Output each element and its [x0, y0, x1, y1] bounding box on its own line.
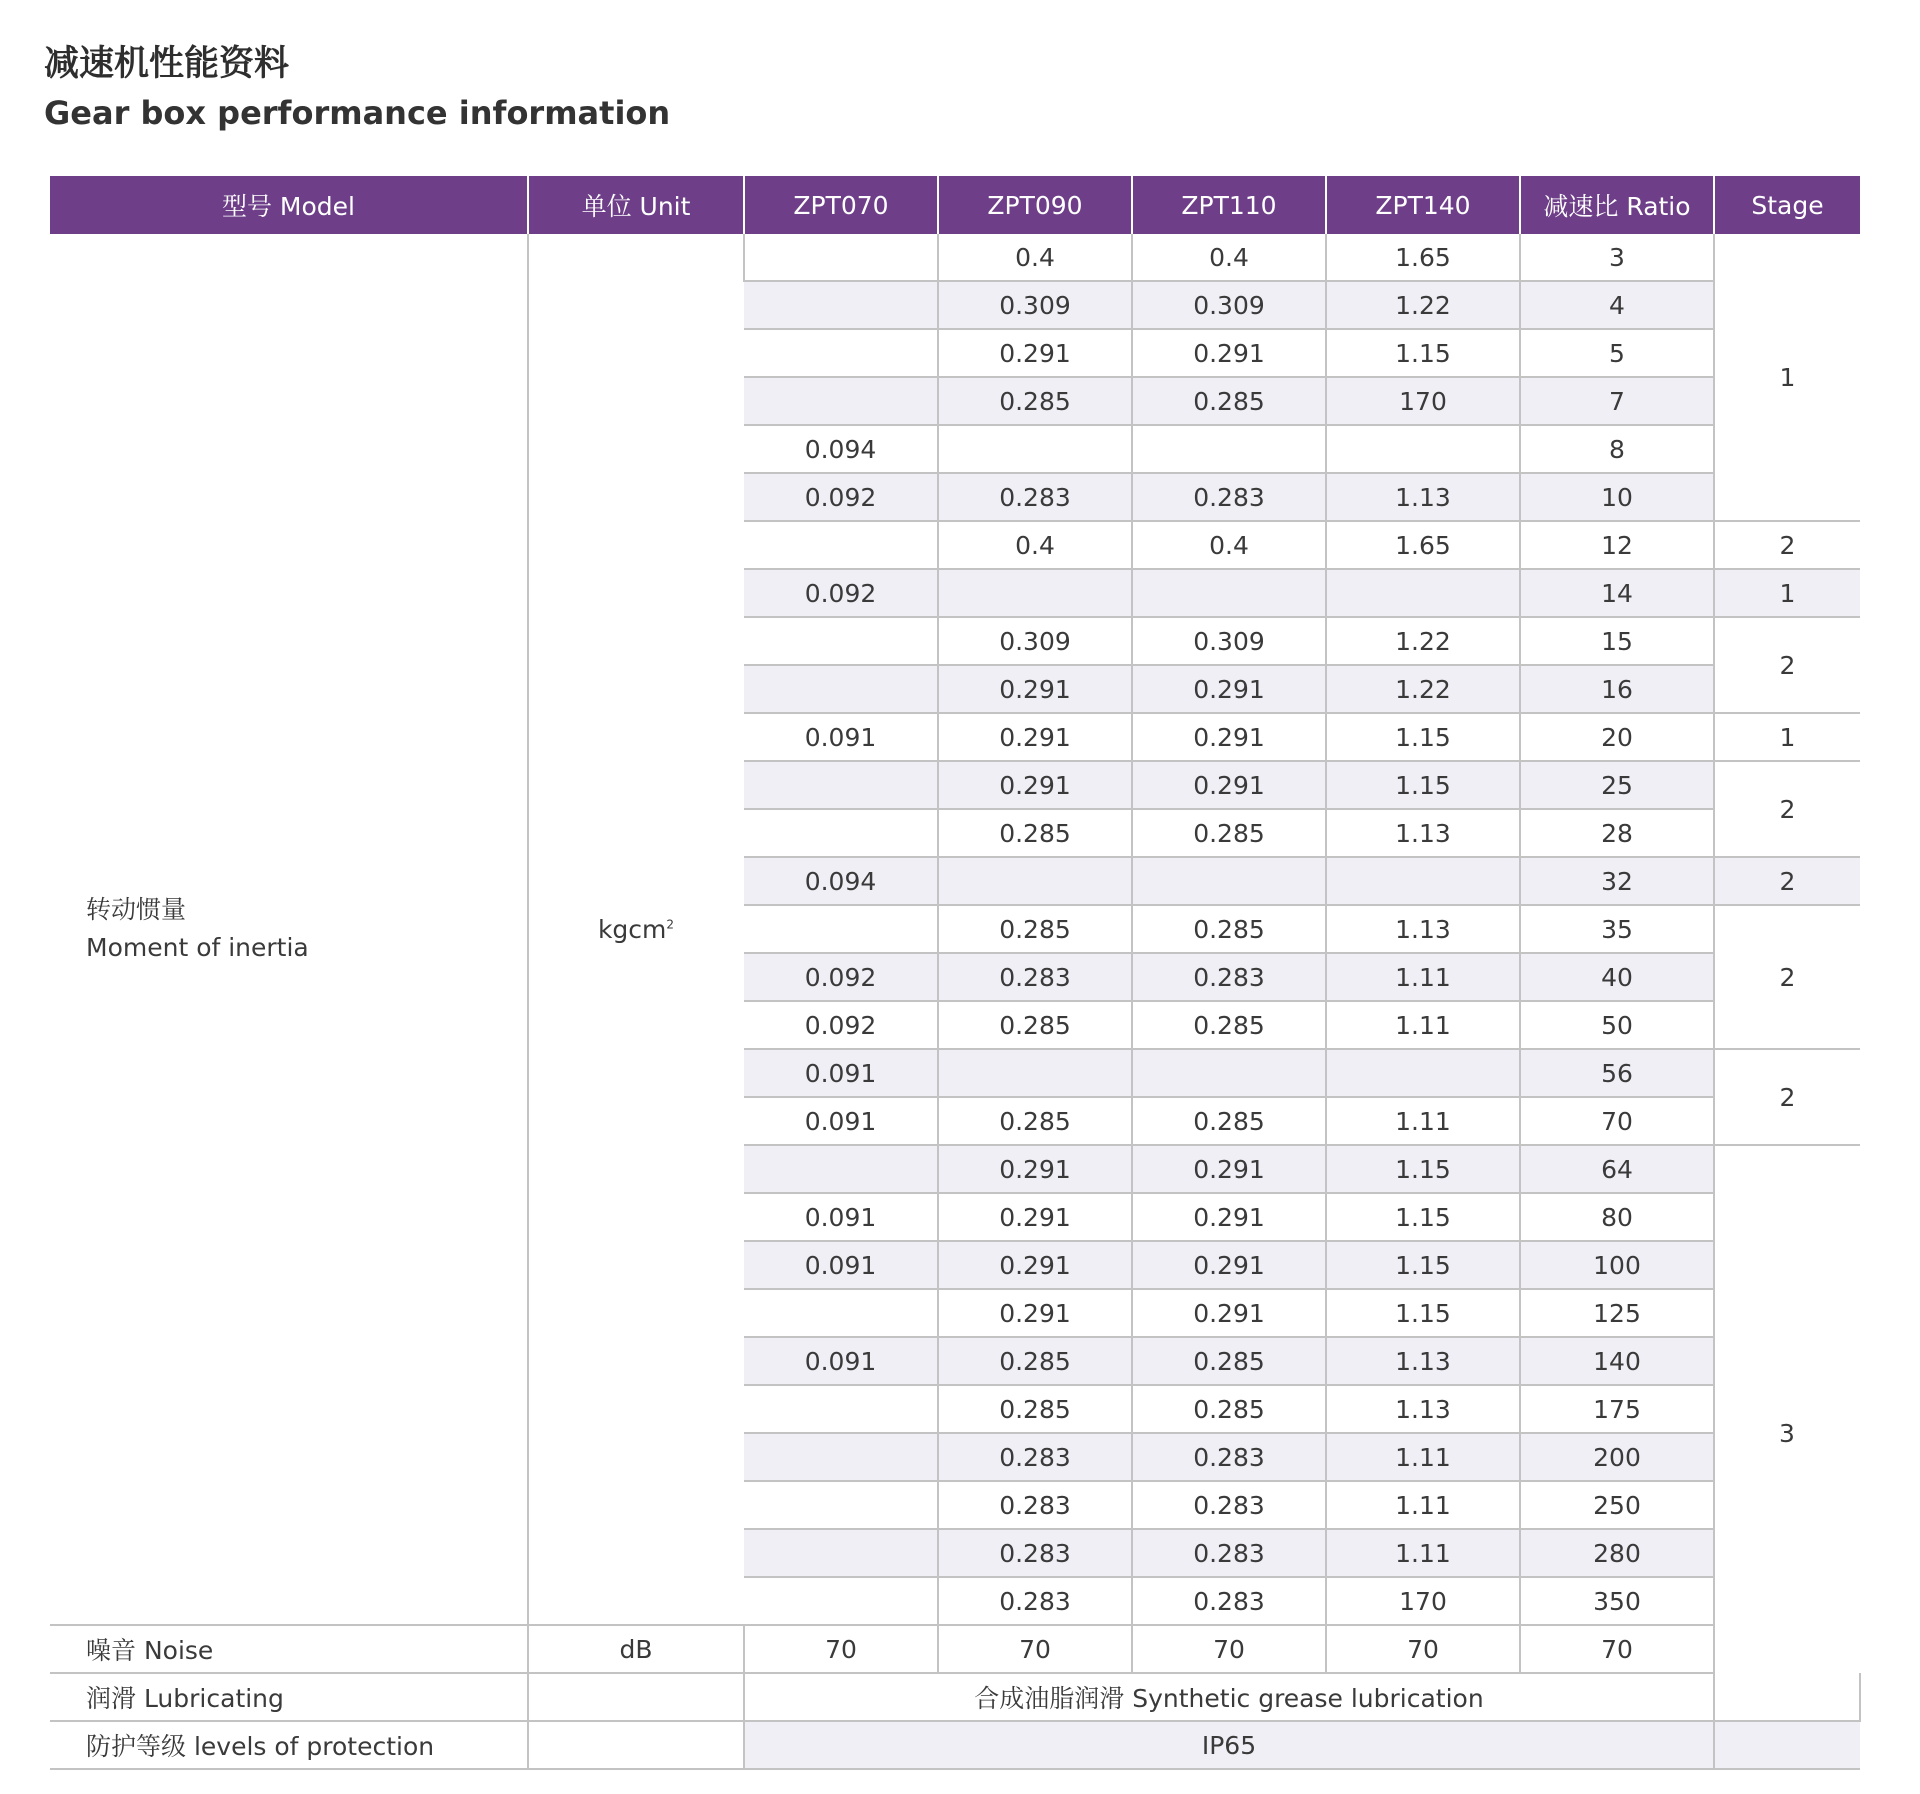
cell-ratio: 125: [1520, 1289, 1714, 1337]
cell-zpt140: 1.11: [1326, 953, 1520, 1001]
cell-zpt140: [1326, 857, 1520, 905]
cell-zpt140: 1.15: [1326, 1145, 1520, 1193]
cell-zpt090: 0.4: [938, 521, 1132, 569]
noise-zpt140: 70: [1326, 1625, 1520, 1673]
cell-zpt110: 0.283: [1132, 953, 1326, 1001]
cell-ratio: 28: [1520, 809, 1714, 857]
inertia-label-cn: 转动惯量: [86, 895, 187, 924]
cell-stage: 2: [1714, 905, 1860, 1049]
cell-stage: 1: [1714, 713, 1860, 761]
cell-ratio: 15: [1520, 617, 1714, 665]
cell-zpt070: 0.094: [744, 857, 938, 905]
cell-zpt140: 170: [1326, 1577, 1520, 1625]
cell-zpt090: 0.309: [938, 617, 1132, 665]
cell-zpt090: 0.291: [938, 329, 1132, 377]
cell-ratio: 7: [1520, 377, 1714, 425]
cell-stage: 2: [1714, 857, 1860, 905]
cell-ratio: 200: [1520, 1433, 1714, 1481]
cell-zpt110: 0.291: [1132, 713, 1326, 761]
cell-zpt140: 1.15: [1326, 329, 1520, 377]
cell-zpt090: 0.283: [938, 953, 1132, 1001]
cell-ratio: 35: [1520, 905, 1714, 953]
cell-zpt090: 0.285: [938, 377, 1132, 425]
cell-stage: 2: [1714, 761, 1860, 857]
cell-zpt110: 0.285: [1132, 905, 1326, 953]
cell-ratio: 70: [1520, 1097, 1714, 1145]
cell-zpt110: 0.283: [1132, 473, 1326, 521]
table-header-row: [50, 176, 1860, 234]
cell-zpt070: 0.094: [744, 425, 938, 473]
cell-stage: 2: [1714, 617, 1860, 713]
cell-zpt070: 0.091: [744, 1241, 938, 1289]
header-model: 型号 Model: [50, 176, 528, 234]
noise-ratio: 70: [1520, 1625, 1714, 1673]
cell-zpt070: 0.092: [744, 569, 938, 617]
cell-ratio: 25: [1520, 761, 1714, 809]
cell-zpt070: [744, 1481, 938, 1529]
cell-zpt110: 0.285: [1132, 809, 1326, 857]
cell-zpt070: [744, 1433, 938, 1481]
cell-ratio: 40: [1520, 953, 1714, 1001]
noise-zpt110: 70: [1132, 1625, 1326, 1673]
cell-zpt110: [1132, 857, 1326, 905]
cell-ratio: 16: [1520, 665, 1714, 713]
cell-zpt070: [744, 617, 938, 665]
protection-unit: [528, 1721, 744, 1769]
cell-zpt090: 0.283: [938, 1529, 1132, 1577]
cell-zpt090: 0.285: [938, 1001, 1132, 1049]
noise-zpt070: 70: [744, 1625, 938, 1673]
cell-zpt140: 1.11: [1326, 1529, 1520, 1577]
cell-zpt140: [1326, 569, 1520, 617]
cell-stage: 3: [1714, 1145, 1860, 1721]
cell-zpt090: 0.285: [938, 1385, 1132, 1433]
cell-ratio: 8: [1520, 425, 1714, 473]
protection-stage: [1714, 1721, 1860, 1769]
cell-zpt070: [744, 329, 938, 377]
cell-zpt070: [744, 521, 938, 569]
inertia-unit-exponent: 2: [666, 917, 675, 932]
cell-zpt110: 0.309: [1132, 617, 1326, 665]
cell-zpt110: 0.285: [1132, 1385, 1326, 1433]
cell-zpt090: 0.4: [938, 234, 1132, 281]
cell-ratio: 10: [1520, 473, 1714, 521]
header-zpt070: ZPT070: [744, 176, 938, 234]
cell-zpt070: 0.092: [744, 953, 938, 1001]
cell-zpt090: 0.285: [938, 1097, 1132, 1145]
inertia-label-cell: [50, 234, 528, 1625]
cell-zpt090: 0.309: [938, 281, 1132, 329]
cell-zpt140: 1.13: [1326, 809, 1520, 857]
cell-zpt110: 0.4: [1132, 521, 1326, 569]
cell-zpt140: 1.13: [1326, 473, 1520, 521]
cell-zpt070: 0.091: [744, 713, 938, 761]
cell-ratio: 250: [1520, 1481, 1714, 1529]
cell-ratio: 64: [1520, 1145, 1714, 1193]
header-zpt110: ZPT110: [1132, 176, 1326, 234]
cell-zpt070: [744, 1385, 938, 1433]
header-ratio: 减速比 Ratio: [1520, 176, 1714, 234]
cell-zpt110: 0.309: [1132, 281, 1326, 329]
cell-zpt070: [744, 1577, 938, 1625]
lubricating-value: 合成油脂润滑 Synthetic grease lubrication: [744, 1673, 1714, 1721]
cell-zpt070: [744, 905, 938, 953]
cell-zpt110: 0.4: [1132, 234, 1326, 281]
noise-zpt090: 70: [938, 1625, 1132, 1673]
cell-zpt090: 0.291: [938, 1145, 1132, 1193]
gearbox-performance-table: [50, 176, 1860, 1770]
cell-zpt070: 0.091: [744, 1337, 938, 1385]
cell-zpt090: 0.285: [938, 905, 1132, 953]
cell-zpt110: 0.291: [1132, 329, 1326, 377]
noise-row: [50, 1625, 1860, 1673]
cell-zpt090: 0.285: [938, 1337, 1132, 1385]
cell-ratio: 175: [1520, 1385, 1714, 1433]
cell-zpt090: 0.283: [938, 1577, 1132, 1625]
cell-ratio: 14: [1520, 569, 1714, 617]
cell-zpt140: 1.11: [1326, 1433, 1520, 1481]
cell-zpt140: [1326, 1049, 1520, 1097]
noise-label: 噪音 Noise: [50, 1625, 528, 1673]
cell-zpt090: 0.283: [938, 473, 1132, 521]
cell-zpt140: 1.22: [1326, 617, 1520, 665]
cell-ratio: 280: [1520, 1529, 1714, 1577]
cell-zpt090: 0.291: [938, 1289, 1132, 1337]
header-zpt140: ZPT140: [1326, 176, 1520, 234]
cell-zpt070: 0.091: [744, 1097, 938, 1145]
header-zpt090: ZPT090: [938, 176, 1132, 234]
cell-zpt090: [938, 1049, 1132, 1097]
cell-ratio: 350: [1520, 1577, 1714, 1625]
cell-zpt110: 0.283: [1132, 1577, 1326, 1625]
cell-zpt140: 1.11: [1326, 1481, 1520, 1529]
cell-ratio: 100: [1520, 1241, 1714, 1289]
protection-value: IP65: [744, 1721, 1714, 1769]
cell-zpt070: [744, 1145, 938, 1193]
noise-unit: dB: [528, 1625, 744, 1673]
cell-zpt070: 0.091: [744, 1049, 938, 1097]
cell-zpt090: 0.283: [938, 1433, 1132, 1481]
cell-zpt140: 1.15: [1326, 1241, 1520, 1289]
cell-zpt110: 0.283: [1132, 1481, 1326, 1529]
cell-zpt070: [744, 809, 938, 857]
cell-ratio: 20: [1520, 713, 1714, 761]
cell-zpt110: 0.285: [1132, 1001, 1326, 1049]
cell-zpt070: [744, 761, 938, 809]
cell-zpt090: [938, 425, 1132, 473]
cell-zpt090: 0.285: [938, 809, 1132, 857]
lubricating-label: 润滑 Lubricating: [50, 1673, 528, 1721]
page-title-en: Gear box performance information: [44, 94, 671, 132]
cell-ratio: 12: [1520, 521, 1714, 569]
cell-zpt070: [744, 665, 938, 713]
cell-ratio: 50: [1520, 1001, 1714, 1049]
cell-zpt090: 0.291: [938, 1241, 1132, 1289]
inertia-label-en: Moment of inertia: [86, 933, 309, 962]
cell-zpt140: 1.15: [1326, 761, 1520, 809]
header-stage: Stage: [1714, 176, 1860, 234]
cell-zpt090: [938, 857, 1132, 905]
header-unit: 单位 Unit: [528, 176, 744, 234]
cell-ratio: 80: [1520, 1193, 1714, 1241]
cell-zpt110: 0.283: [1132, 1529, 1326, 1577]
cell-zpt090: 0.291: [938, 761, 1132, 809]
cell-zpt140: 1.13: [1326, 1385, 1520, 1433]
cell-zpt110: [1132, 1049, 1326, 1097]
cell-zpt070: 0.092: [744, 1001, 938, 1049]
cell-zpt140: 1.11: [1326, 1097, 1520, 1145]
lubricating-row: [50, 1673, 1860, 1721]
cell-zpt070: [744, 1289, 938, 1337]
table-body: [50, 234, 1860, 1769]
cell-zpt140: [1326, 425, 1520, 473]
inertia-unit: kgcm: [597, 914, 667, 944]
cell-zpt090: 0.291: [938, 1193, 1132, 1241]
inertia-unit-cell: [528, 234, 744, 1625]
cell-zpt070: 0.091: [744, 1193, 938, 1241]
cell-zpt090: [938, 569, 1132, 617]
cell-stage: 1: [1714, 569, 1860, 617]
cell-zpt110: 0.291: [1132, 1289, 1326, 1337]
lubricating-unit: [528, 1673, 744, 1721]
cell-ratio: 4: [1520, 281, 1714, 329]
cell-zpt110: 0.291: [1132, 1193, 1326, 1241]
cell-zpt070: [744, 377, 938, 425]
cell-zpt110: [1132, 569, 1326, 617]
cell-zpt110: 0.291: [1132, 761, 1326, 809]
cell-zpt110: 0.285: [1132, 1097, 1326, 1145]
cell-zpt110: 0.285: [1132, 377, 1326, 425]
cell-stage: 2: [1714, 1049, 1860, 1145]
cell-zpt110: 0.291: [1132, 1241, 1326, 1289]
cell-zpt140: 1.65: [1326, 234, 1520, 281]
cell-zpt140: 1.11: [1326, 1001, 1520, 1049]
cell-ratio: 5: [1520, 329, 1714, 377]
cell-ratio: 3: [1520, 234, 1714, 281]
protection-label: 防护等级 levels of protection: [50, 1721, 528, 1769]
table-row: [50, 234, 1860, 281]
cell-ratio: 32: [1520, 857, 1714, 905]
cell-ratio: 56: [1520, 1049, 1714, 1097]
cell-stage: 1: [1714, 234, 1860, 521]
cell-zpt070: [744, 281, 938, 329]
cell-stage: 2: [1714, 521, 1860, 569]
protection-row: [50, 1721, 1860, 1769]
cell-zpt090: 0.291: [938, 713, 1132, 761]
cell-zpt140: 1.65: [1326, 521, 1520, 569]
cell-zpt140: 1.22: [1326, 281, 1520, 329]
cell-zpt110: 0.283: [1132, 1433, 1326, 1481]
cell-zpt140: 1.15: [1326, 1289, 1520, 1337]
cell-zpt110: 0.291: [1132, 1145, 1326, 1193]
cell-zpt140: 1.22: [1326, 665, 1520, 713]
cell-zpt070: 0.092: [744, 473, 938, 521]
cell-zpt110: [1132, 425, 1326, 473]
cell-zpt140: 1.15: [1326, 713, 1520, 761]
cell-zpt090: 0.283: [938, 1481, 1132, 1529]
cell-zpt070: [744, 1529, 938, 1577]
cell-zpt110: 0.285: [1132, 1337, 1326, 1385]
cell-zpt140: 170: [1326, 377, 1520, 425]
cell-zpt140: 1.13: [1326, 905, 1520, 953]
cell-zpt090: 0.291: [938, 665, 1132, 713]
page-title-cn: 减速机性能资料: [44, 44, 290, 84]
cell-zpt140: 1.15: [1326, 1193, 1520, 1241]
cell-zpt110: 0.291: [1132, 665, 1326, 713]
cell-zpt070: [744, 234, 938, 281]
cell-ratio: 140: [1520, 1337, 1714, 1385]
cell-zpt140: 1.13: [1326, 1337, 1520, 1385]
